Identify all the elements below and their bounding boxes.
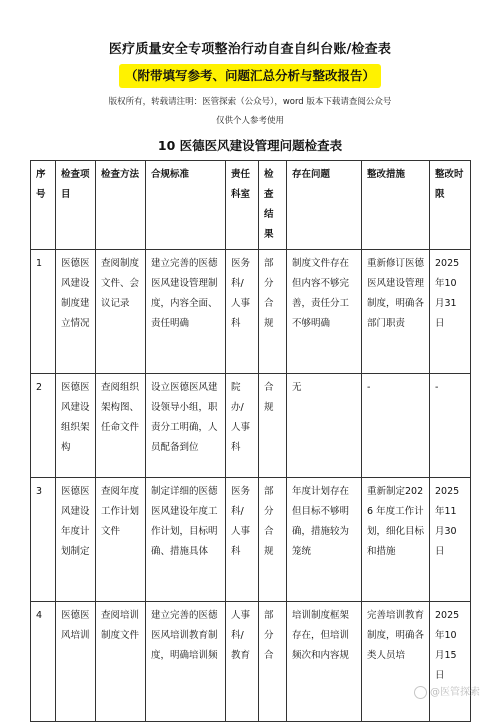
table-cell: 医德医风培训 (56, 602, 96, 722)
watermark-text: @医管探索 (430, 687, 480, 698)
table-row (31, 478, 471, 602)
table-cell: 制定详细的医德医风建设年度工作计划，目标明确、措施具体 (146, 478, 226, 602)
table-cell: 医德医风建设组织架构 (56, 374, 96, 478)
table-cell: 2025年11月30日 (430, 478, 471, 602)
table-cell: - (430, 374, 471, 478)
table-cell: 2025年10月15日 (430, 602, 471, 722)
table-cell: 医德医风建设年度计划制定 (56, 478, 96, 602)
table-row (31, 250, 471, 374)
table-cell: 医务科/人事科 (226, 250, 259, 374)
table-cell: 医务科/人事科 (226, 478, 259, 602)
header-cell: 整改时限 (430, 161, 471, 250)
table-cell: 建立完善的医德医风建设管理制度，内容全面、责任明确 (146, 250, 226, 374)
table-cell: 医德医风建设制度建立情况 (56, 250, 96, 374)
table-header-row (31, 161, 471, 250)
table-cell: 查阅组织架构图、任命文件 (96, 374, 146, 478)
table-title: 10 医德医风建设管理问题检查表 (157, 138, 343, 153)
table-cell: 完善培训教育制度，明确各类人员培 (362, 602, 430, 722)
table-cell: 部分合规 (259, 250, 287, 374)
table-cell: 2 (31, 374, 56, 478)
header-cell: 责任科室 (226, 161, 259, 250)
header-cell: 整改措施 (362, 161, 430, 250)
table-cell: 制度文件存在但内容不够完善，责任分工不够明确 (287, 250, 362, 374)
table-cell: 培训制度框架存在，但培训频次和内容规 (287, 602, 362, 722)
header-cell: 存在问题 (287, 161, 362, 250)
table-cell: 2025年10月31日 (430, 250, 471, 374)
table-row (31, 602, 471, 722)
watermark (414, 683, 480, 699)
header-cell: 序号 (31, 161, 56, 250)
header-cell: 检查结果 (259, 161, 287, 250)
table-row (31, 374, 471, 478)
table-cell: 人事科/教育 (226, 602, 259, 722)
table-cell: 3 (31, 478, 56, 602)
copyright-note: 版权所有，转载请注明：医管探索（公众号），word 版本下载请查阅公众号 (108, 97, 392, 107)
table-cell: 4 (31, 602, 56, 722)
table-cell: 设立医德医风建设领导小组，职责分工明确，人员配备到位 (146, 374, 226, 478)
table-cell: 年度计划存在但目标不够明确，措施较为笼统 (287, 478, 362, 602)
document-title: 医疗质量安全专项整治行动自查自纠台账/检查表 (108, 42, 392, 57)
watermark-logo-icon (414, 686, 427, 699)
table-cell: 查阅年度工作计划文件 (96, 478, 146, 602)
inspection-table (30, 160, 471, 722)
table-cell: 院办/人事科 (226, 374, 259, 478)
table-cell: 1 (31, 250, 56, 374)
personal-use-note: 仅供个人参考使用 (215, 116, 284, 126)
header-cell: 合规标准 (146, 161, 226, 250)
table-cell: 重新修订医德医风建设管理制度，明确各部门职责 (362, 250, 430, 374)
table-cell: 合规 (259, 374, 287, 478)
table-cell: 部分合规 (259, 478, 287, 602)
table-cell: - (362, 374, 430, 478)
table-cell: 重新制定2026 年度工作计划，细化目标和措施 (362, 478, 430, 602)
table-cell: 查阅制度文件、会议记录 (96, 250, 146, 374)
table-cell: 部分合 (259, 602, 287, 722)
highlight-subtitle: （附带填写参考、问题汇总分析与整改报告） (119, 64, 381, 88)
header-cell: 检查方法 (96, 161, 146, 250)
table-cell: 建立完善的医德医风培训教育制度，明确培训频 (146, 602, 226, 722)
header-cell: 检查项目 (56, 161, 96, 250)
table-cell: 查阅培训制度文件 (96, 602, 146, 722)
table-cell: 无 (287, 374, 362, 478)
